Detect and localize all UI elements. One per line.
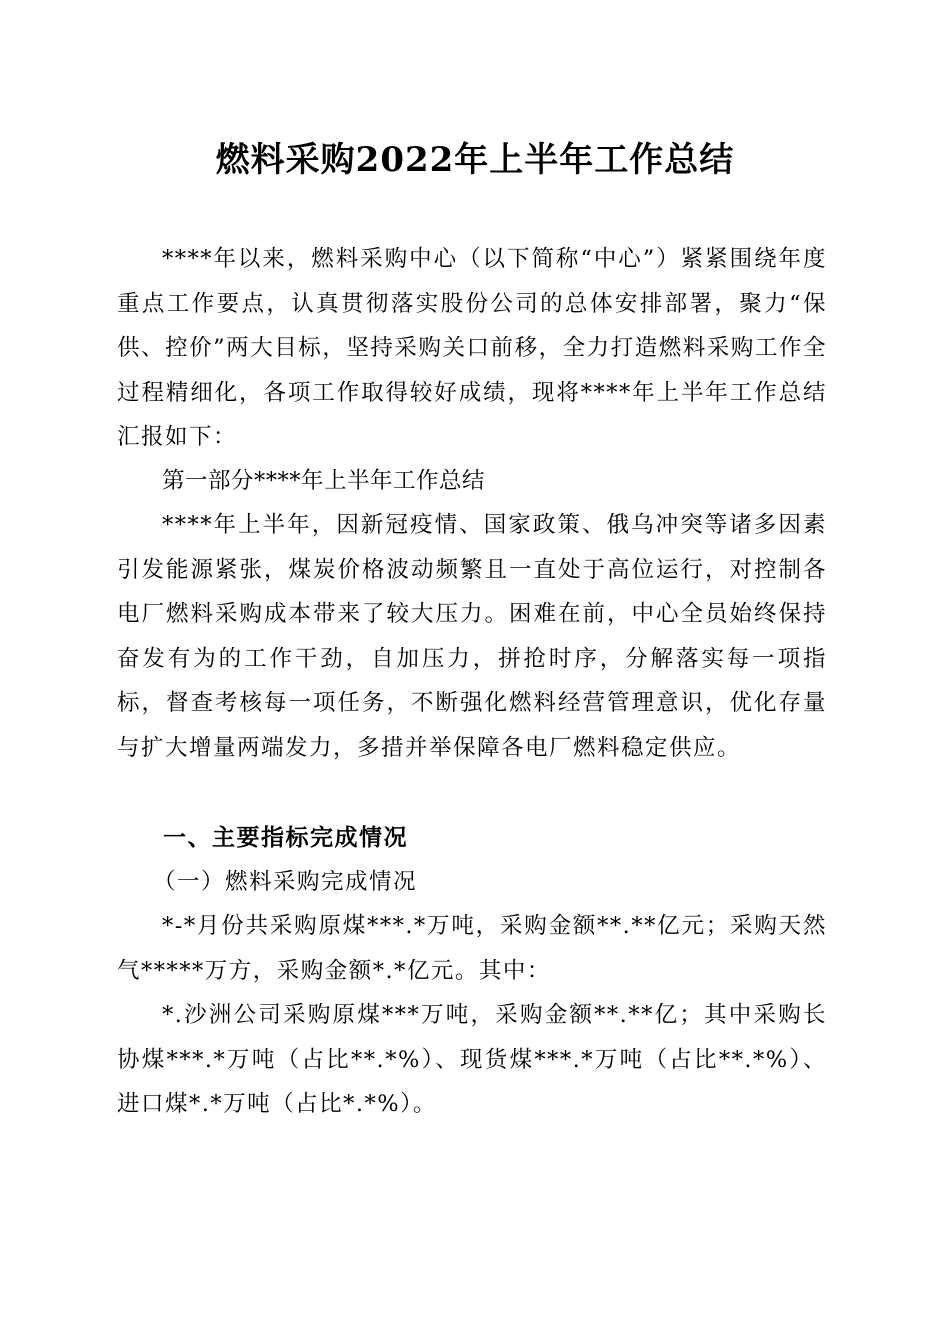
summary-paragraph: *-*月份共采购原煤***.*万吨，采购金额**.**亿元；采购天然气*****万方，采购金额*.*亿元。其中： — [117, 913, 827, 984]
subsection-one-heading: （一）燃料采购完成情况 — [153, 869, 418, 895]
intro-paragraph: ****年以来，燃料采购中心（以下简称“中心”）紧紧围绕年度重点工作要点，认真贯彻落实股份公司的总体安排部署，聚力“保供、控价”两大目标，坚持采购关口前移，全力打造燃料采购工作全过程精细化，各项工作取得较好成绩，现将****年上半年工作总结汇报如下： — [117, 246, 827, 451]
background-paragraph: ****年上半年，因新冠疫情、国家政策、俄乌冲突等诸多因素引发能源紧张，煤炭价格波动频繁且一直处于高位运行，对控制各电厂燃料采购成本带来了较大压力。困难在前，中心全员始终保持奋发有为的工作干劲，自加压力，拼抢时序，分解落实每一项指标，督查考核每一项任务，不断强化燃料经营管理意识，优化存量与扩大增量两端发力，多措并举保障各电厂燃料稳定供应。 — [117, 512, 827, 761]
part-one-heading: 第一部分****年上半年工作总结 — [162, 468, 486, 494]
section-one-heading: 一、主要指标完成情况 — [163, 825, 408, 851]
document-title: 燃料采购2022年上半年工作总结 — [215, 140, 735, 180]
shazhou-paragraph: *.沙洲公司采购原煤***万吨，采购金额**.**亿；其中采购长协煤***.*万吨（占比**.*%）、现货煤***.*万吨（占比**.*%）、进口煤*.*万吨（占比*.*%）。 — [117, 1002, 827, 1118]
